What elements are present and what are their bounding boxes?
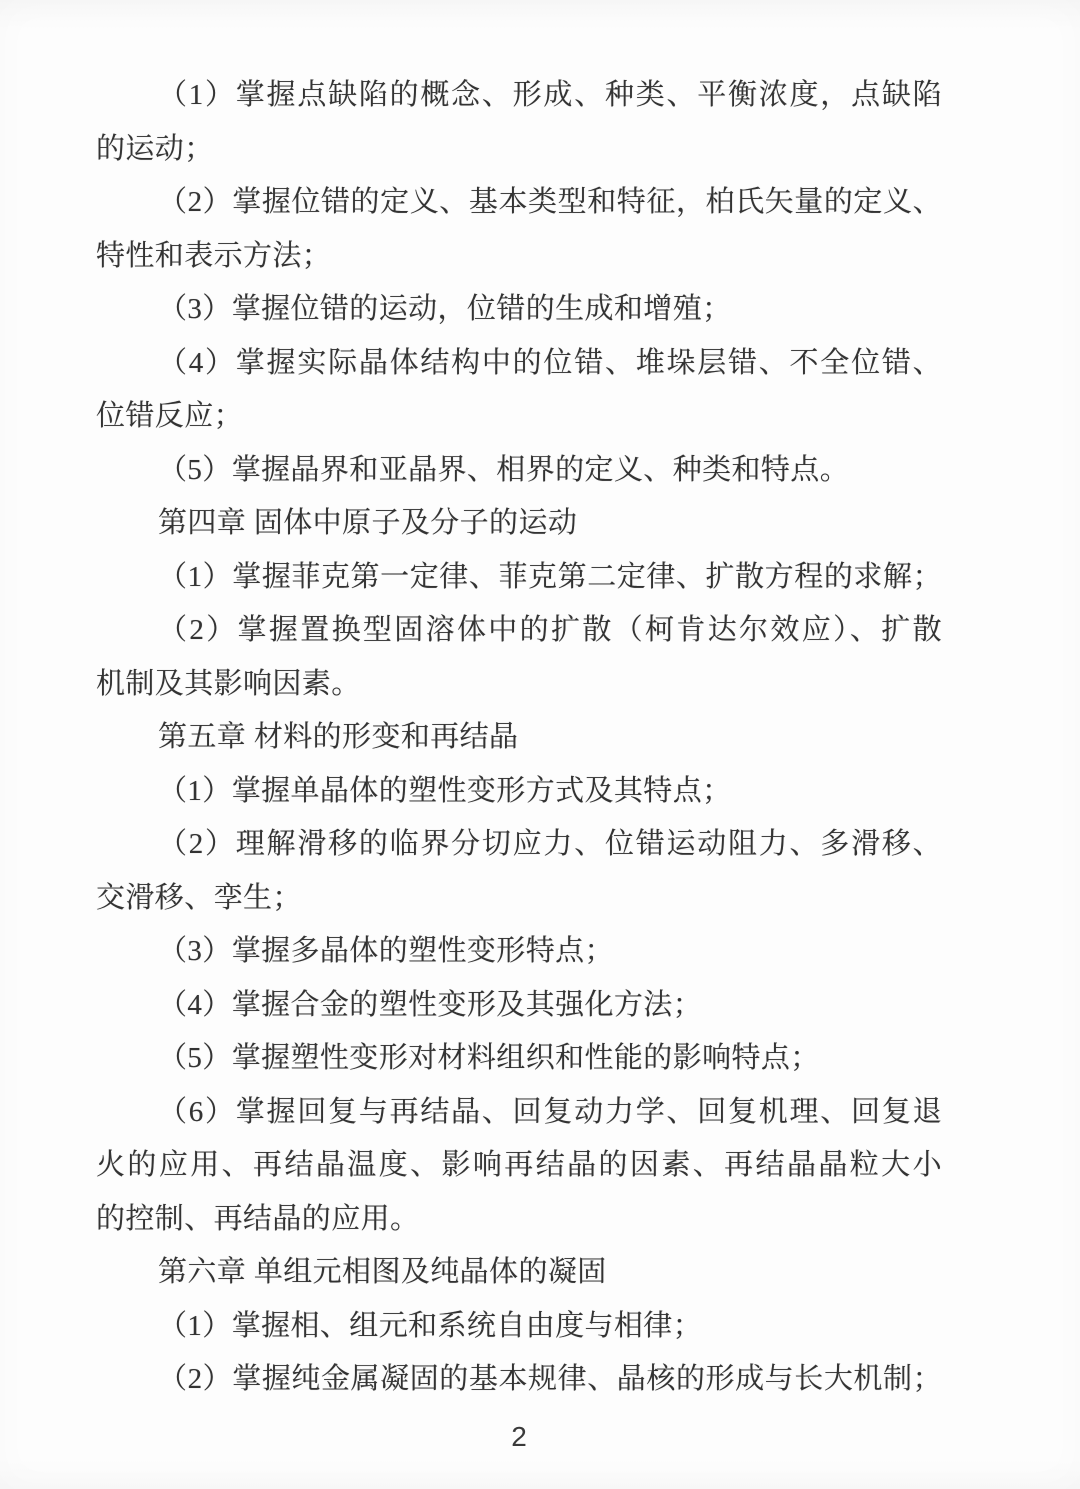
text-line: （1）掌握菲克第一定律、菲克第二定律、扩散方程的求解；: [158, 560, 942, 593]
text-line: （1）掌握相、组元和系统自由度与相律；: [158, 1309, 703, 1342]
text-line: （4）掌握合金的塑性变形及其强化方法；: [158, 988, 703, 1021]
text-line: 位错反应；: [96, 400, 244, 432]
text-line: （4）掌握实际晶体结构中的位错、堆垛层错、不全位错、: [158, 346, 942, 379]
text-line: （3）掌握位错的运动，位错的生成和增殖；: [158, 293, 732, 325]
text-line: 火的应用、再结晶温度、影响再结晶的因素、再结晶晶粒大小: [96, 1149, 942, 1181]
text-line: 交滑移、孪生；: [96, 881, 302, 914]
text-line: （2）理解滑移的临界分切应力、位错运动阻力、多滑移、: [158, 828, 942, 860]
text-line: （6）掌握回复与再结晶、回复动力学、回复机理、回复退: [158, 1095, 942, 1128]
text-line: （5）掌握塑性变形对材料组织和性能的影响特点；: [158, 1042, 820, 1074]
text-line: 特性和表示方法；: [96, 239, 332, 272]
text-line: （5）掌握晶界和亚晶界、相界的定义、种类和特点。: [158, 453, 850, 486]
page-number: 2: [511, 1420, 527, 1452]
text-line: （2）掌握纯金属凝固的基本规律、晶核的形成与长大机制；: [158, 1363, 942, 1395]
text-line: （3）掌握多晶体的塑性变形特点；: [158, 935, 614, 967]
text-line: 的控制、再结晶的应用。: [96, 1202, 420, 1235]
text-line: 的运动；: [96, 132, 214, 165]
text-line: （2）掌握置换型固溶体中的扩散（柯肯达尔效应）、扩散: [158, 614, 942, 646]
chapter-heading: 第五章 材料的形变和再结晶: [158, 721, 519, 753]
text-line: （2）掌握位错的定义、基本类型和特征，柏氏矢量的定义、: [158, 186, 942, 218]
chapter-heading: 第六章 单组元相图及纯晶体的凝固: [158, 1256, 607, 1288]
text-line: 机制及其影响因素。: [96, 667, 361, 700]
text-line: （1）掌握单晶体的塑性变形方式及其特点；: [158, 774, 732, 807]
text-line: （1）掌握点缺陷的概念、形成、种类、平衡浓度，点缺陷: [158, 79, 942, 111]
chapter-heading: 第四章 固体中原子及分子的运动: [158, 507, 578, 539]
